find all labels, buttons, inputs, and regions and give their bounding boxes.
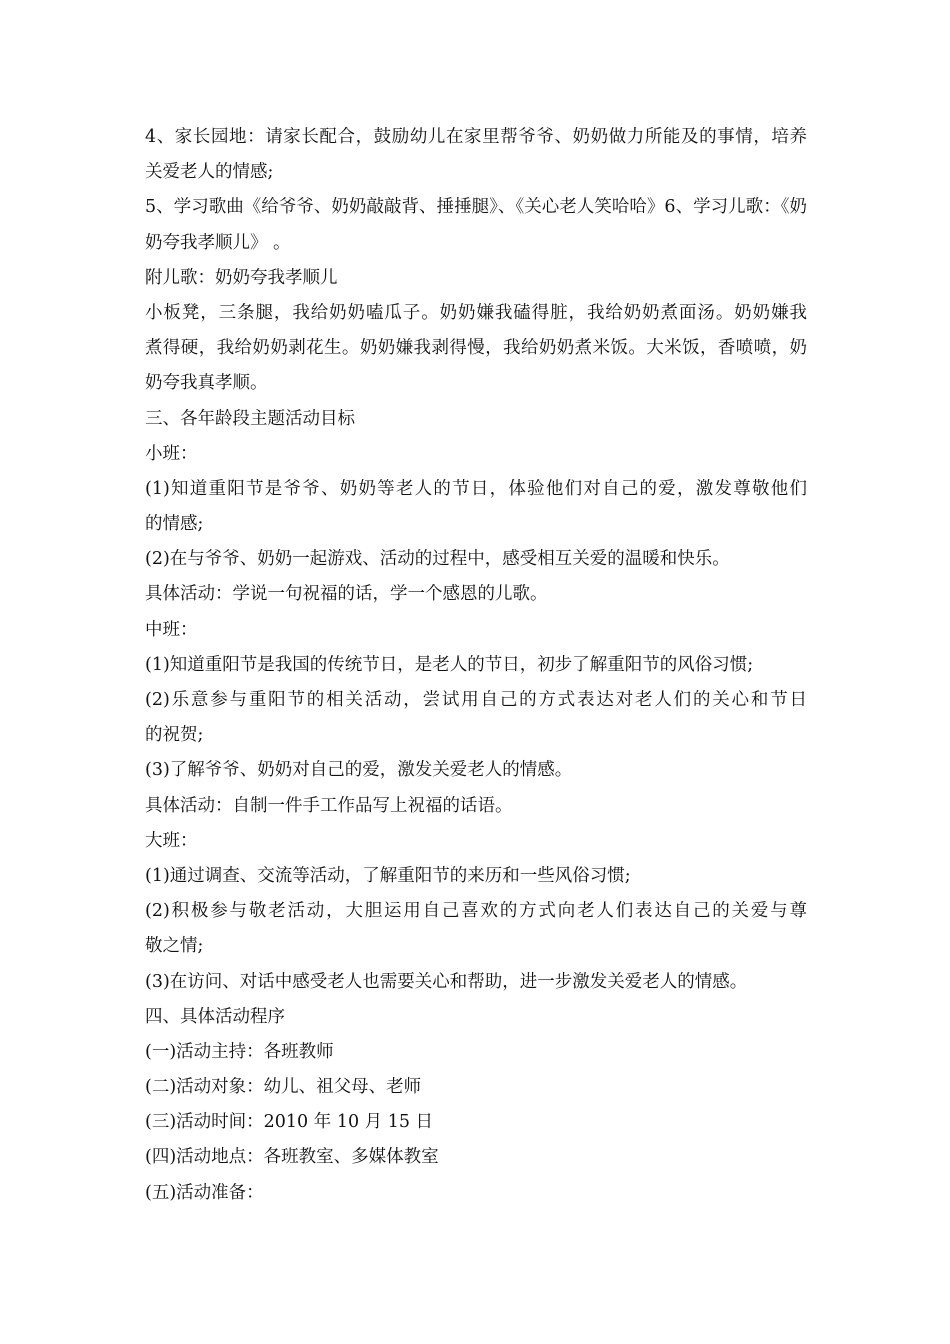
text-line: 4、家长园地：请家长配合，鼓励幼儿在家里帮爷爷、奶奶做力所能及的事情，培养 xyxy=(145,127,807,147)
text-line: (2)在与爷爷、奶奶一起游戏、活动的过程中，感受相互关爱的温暖和快乐。 xyxy=(145,549,730,570)
subheading: 中班： xyxy=(145,619,198,640)
text-line: (一)活动主持：各班教师 xyxy=(145,1041,334,1062)
text-line: (五)活动准备： xyxy=(145,1182,264,1203)
text-line: 具体活动：自制一件手工作品写上祝福的话语。 xyxy=(145,795,513,816)
subheading: 大班： xyxy=(145,830,198,851)
text-line: (四)活动地点：各班教室、多媒体教室 xyxy=(145,1147,439,1168)
text-line: (三)活动时间：2010 年 10 月 15 日 xyxy=(145,1112,434,1133)
text-line: 小板凳，三条腿，我给奶奶嗑瓜子。奶奶嫌我磕得脏，我给奶奶煮面汤。奶奶嫌我 xyxy=(145,302,807,323)
text-line: 奶夸我孝顺儿》 。 xyxy=(145,232,291,253)
subheading: 小班： xyxy=(145,443,198,464)
text-line: 关爱老人的情感; xyxy=(145,162,274,183)
text-line: 具体活动：学说一句祝福的话，学一个感恩的儿歌。 xyxy=(145,584,548,605)
text-line: 5、学习歌曲《给爷爷、奶奶敲敲背、捶捶腿》、《关心老人笑哈哈》6、学习儿歌：《奶 xyxy=(145,197,807,218)
text-line: (2)乐意参与重阳节的相关活动，尝试用自己的方式表达对老人们的关心和节日 xyxy=(145,690,807,710)
text-line: 敬之情; xyxy=(145,936,204,957)
text-line: (1)知道重阳节是我国的传统节日，是老人的节日，初步了解重阳节的风俗习惯; xyxy=(145,654,754,675)
text-line: (2)积极参与敬老活动，大胆运用自己喜欢的方式向老人们表达自己的关爱与尊 xyxy=(145,901,807,922)
text-line: (3)了解爷爷、奶奶对自己的爱，激发关爱老人的情感。 xyxy=(145,760,573,781)
text-line: 煮得硬，我给奶奶剥花生。奶奶嫌我剥得慢，我给奶奶煮米饭。大米饭，香喷喷，奶 xyxy=(145,338,807,359)
text-line: 奶夸我真孝顺。 xyxy=(145,373,268,394)
section-heading: 四、具体活动程序 xyxy=(145,1006,285,1027)
text-line: (3)在访问、对话中感受老人也需要关心和帮助，进一步激发关爱老人的情感。 xyxy=(145,971,748,992)
text-line: 的祝贺; xyxy=(145,725,204,746)
text-line: (二)活动对象：幼儿、祖父母、老师 xyxy=(145,1077,422,1098)
document-body xyxy=(145,120,807,1211)
text-line: 的情感; xyxy=(145,514,204,535)
text-line: 附儿歌：奶奶夸我孝顺儿 xyxy=(145,267,338,288)
text-line: (1)知道重阳节是爷爷、奶奶等老人的节日，体验他们对自己的爱，激发尊敬他们 xyxy=(145,478,807,499)
section-heading: 三、各年龄段主题活动目标 xyxy=(145,408,355,429)
text-line: (1)通过调查、交流等活动，了解重阳节的来历和一些风俗习惯; xyxy=(145,865,631,886)
